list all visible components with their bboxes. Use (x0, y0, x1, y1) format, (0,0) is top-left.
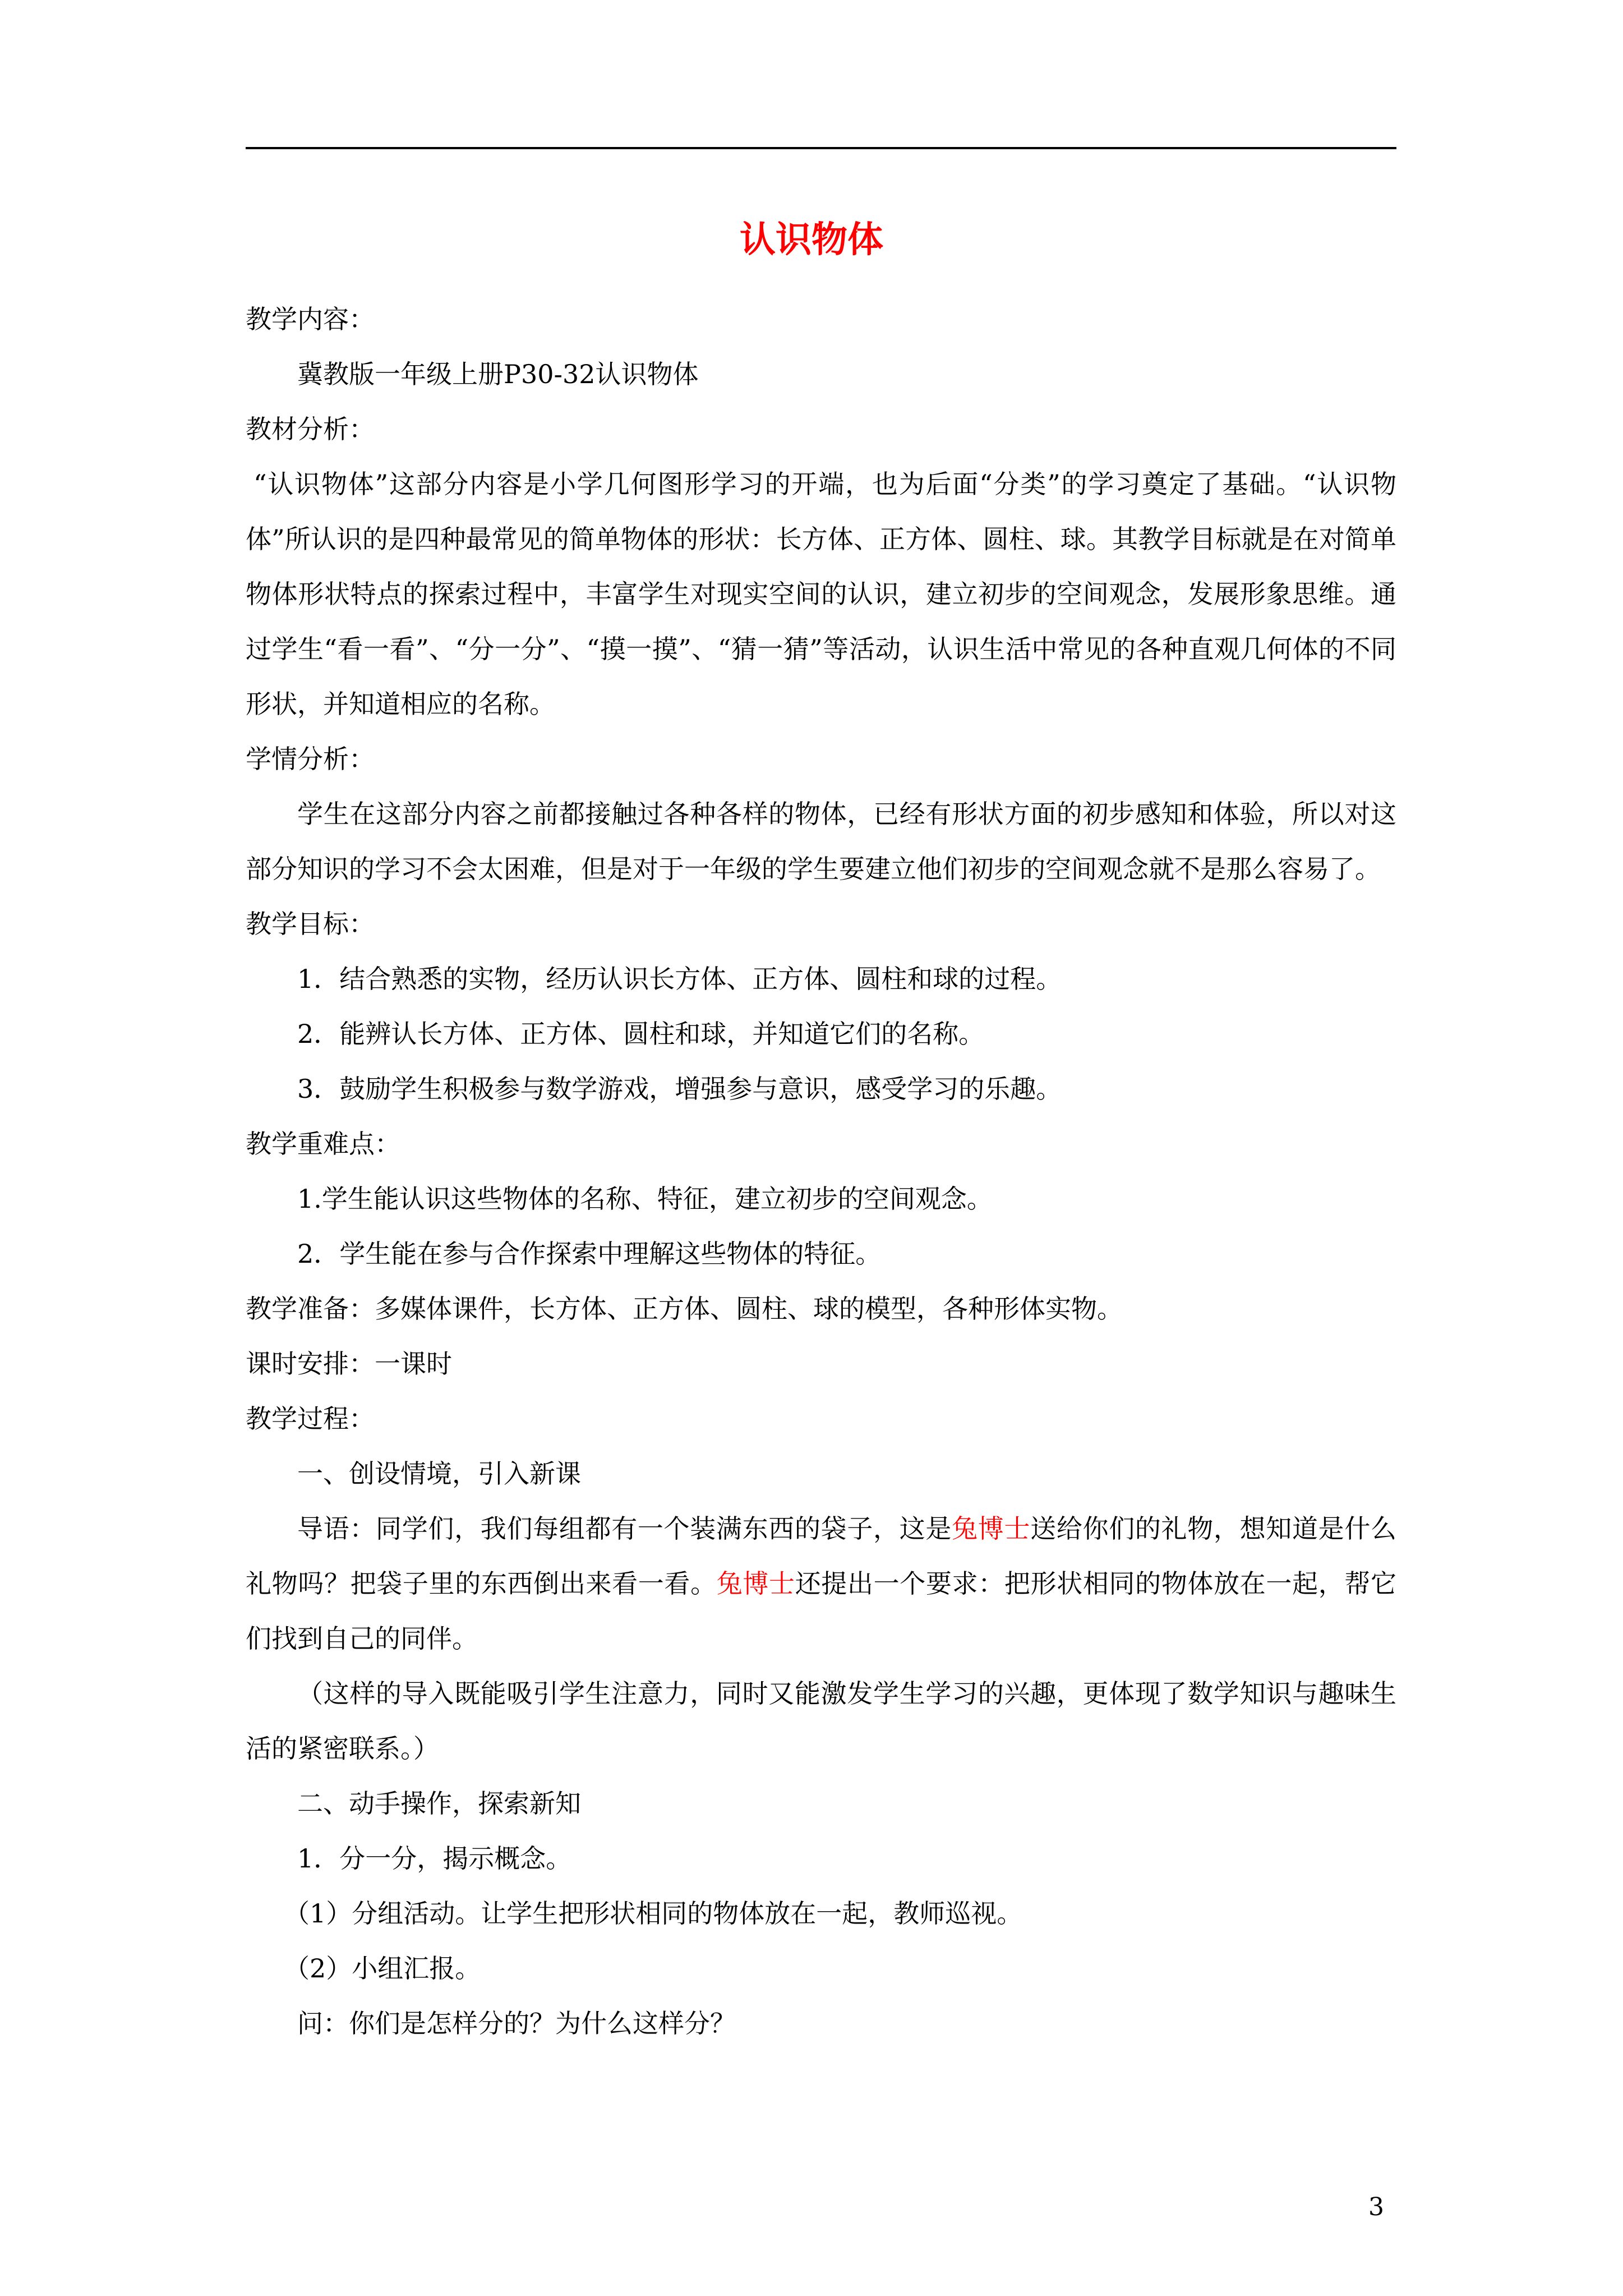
highlight-name: 兔博士 (716, 1568, 795, 1599)
intro-paragraph (246, 1501, 1396, 1666)
intro-note: （这样的导入既能吸引学生注意力，同时又能激发学生学习的兴趣，更体现了数学知识与趣味生活的紧密联系。） (246, 1678, 1396, 1764)
intro-text-2: 送给你们的礼物，想知道是什么礼物吗？把袋子里的东西倒出来看一看。 (246, 1513, 1397, 1599)
intro-text-3: 还提出一个要求：把形状相同的物体放在一起，帮它们找到自己的同伴。 (246, 1568, 1397, 1654)
section-label-key: 教学重难点： (246, 1129, 400, 1159)
section-label-analysis: 教材分析： (246, 414, 375, 444)
schedule-line: 课时安排：一课时 (246, 1349, 452, 1379)
step-heading-2: 二、动手操作，探索新知 (297, 1788, 581, 1819)
page-number: 3 (1368, 2193, 1384, 2221)
document-body (246, 292, 1396, 2051)
step-heading-1: 一、创设情境，引入新课 (297, 1458, 581, 1489)
intro-text-1: 导语：同学们，我们每组都有一个装满东西的袋子，这是 (297, 1513, 952, 1544)
key-point-item: 1.学生能认识这些物体的名称、特征，建立初步的空间观念。 (297, 1184, 993, 1214)
analysis-text: “认识物体”这部分内容是小学几何图形学习的开端，也为后面“分类”的学习奠定了基础。“认识物体”所认识的是四种最常见的简单物体的形状：长方体、正方体、圆柱、球。其教学目标就是在对简单物体形状特点的探索过程中，丰富学生对现实空间的认识，建立初步的空间观念，发展形象思维。通过学生“看一看”、“分一分”、“摸一摸”、“猜一猜”等活动，认识生活中常见的各种直观几何体的不同形状，并知道相应的名称。 (246, 469, 1396, 719)
section-label-process: 教学过程： (246, 1404, 375, 1434)
section-label-goals: 教学目标： (246, 909, 375, 939)
goal-item: 2．能辨认长方体、正方体、圆柱和球，并知道它们的名称。 (297, 1019, 985, 1049)
sub-step: 1．分一分，揭示概念。 (297, 1843, 572, 1874)
section-label-student: 学情分析： (246, 744, 375, 774)
goal-item: 3．鼓励学生积极参与数学游戏，增强参与意识，感受学习的乐趣。 (297, 1074, 1062, 1104)
prep-line: 教学准备：多媒体课件，长方体、正方体、圆柱、球的模型，各种形体实物。 (246, 1294, 1123, 1324)
highlight-name: 兔博士 (952, 1513, 1031, 1544)
content-text: 冀教版一年级上册P30-32认识物体 (297, 359, 699, 389)
header-rule (246, 147, 1396, 149)
key-point-item: 2．学生能在参与合作探索中理解这些物体的特征。 (297, 1239, 882, 1269)
student-text: 学生在这部分内容之前都接触过各种各样的物体，已经有形状方面的初步感知和体验，所以对这部分知识的学习不会太困难，但是对于一年级的学生要建立他们初步的空间观念就不是那么容易了。 (246, 799, 1396, 884)
question-line: 问：你们是怎样分的？为什么这样分？ (297, 2008, 736, 2039)
section-label-content: 教学内容： (246, 304, 375, 334)
sub-step-detail: （1）分组活动。让学生把形状相同的物体放在一起，教师巡视。 (284, 1898, 1023, 1929)
sub-step-detail: （2）小组汇报。 (284, 1953, 481, 1984)
goal-item: 1．结合熟悉的实物，经历认识长方体、正方体、圆柱和球的过程。 (297, 964, 1062, 994)
document-title: 认识物体 (740, 219, 883, 261)
